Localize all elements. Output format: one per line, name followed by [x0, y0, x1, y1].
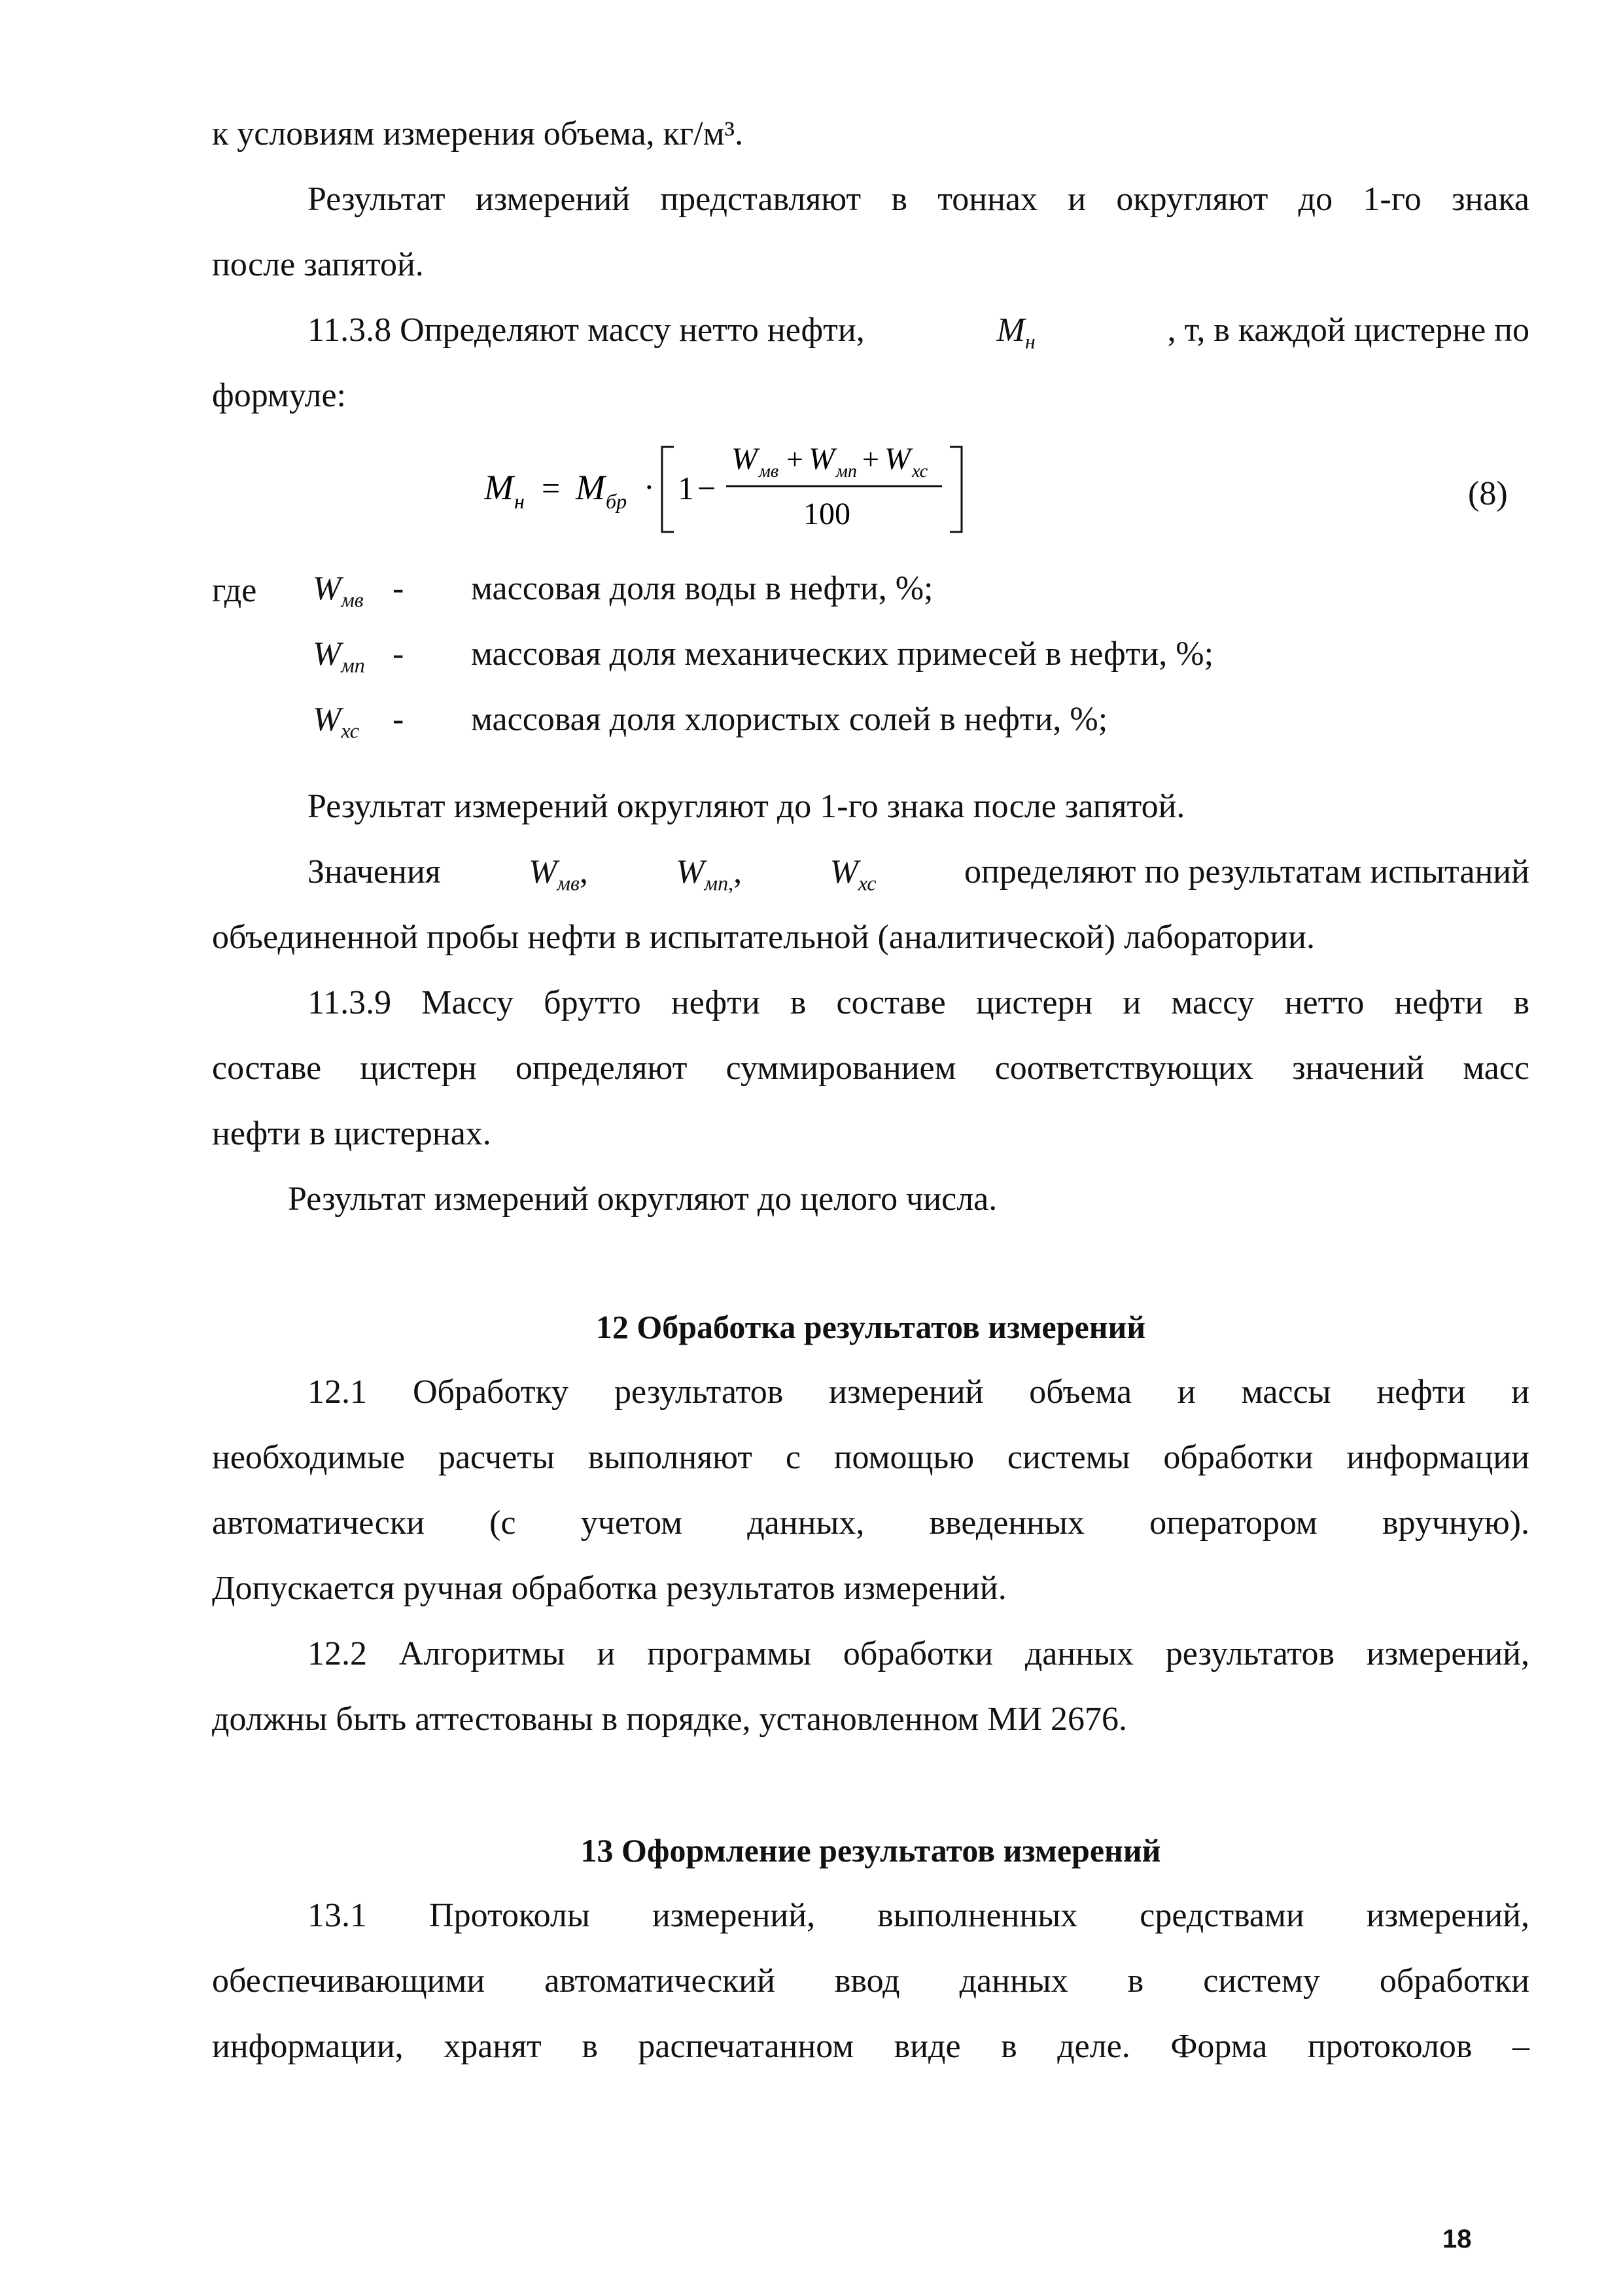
text-line: 12.1 Обработку результатов измерений объема и массы нефти и: [307, 1373, 1529, 1411]
symbol-wmv: $W_{мв}$: [313, 570, 364, 612]
text-fragment: определяют по результатам испытаний: [964, 853, 1529, 891]
definition-text: массовая доля воды в нефти, %;: [471, 570, 934, 607]
formula-sub-mp: мп: [836, 461, 857, 482]
formula-hundred: 100: [803, 497, 850, 531]
where-label: где: [212, 572, 257, 609]
text-fragment: , т, в каждой цистерне по: [1167, 311, 1529, 349]
section-heading-13: 13 Оформление результатов измерений: [580, 1832, 1161, 1869]
bracket-left: [662, 447, 674, 532]
text-line: составе цистерн определяют суммированием соответствующих значений масс: [212, 1050, 1529, 1087]
text-line: нефти в цистернах.: [212, 1115, 491, 1152]
definition-text: массовая доля хлористых солей в нефти, %;: [471, 701, 1108, 738]
text-line: должны быть аттестованы в порядке, установленном МИ 2676.: [212, 1701, 1128, 1738]
symbol-mn: $M_н$: [996, 311, 1036, 353]
formula-number: (8): [1468, 475, 1508, 512]
formula-dot: ·: [644, 468, 655, 505]
text-line: обеспечивающими автоматический ввод данных в систему обработки: [212, 1962, 1529, 2000]
text-line: [307, 851, 1529, 904]
formula-sub-hs: хс: [912, 461, 928, 482]
text-line: Результат измерений округляют до 1-го знака после запятой.: [307, 788, 1185, 825]
text-line: после запятой.: [212, 246, 424, 283]
text-line: Результат измерений представляют в тоннах и округляют до 1-го знака: [307, 181, 1529, 218]
text-line: Результат измерений округляют до целого числа.: [288, 1180, 998, 1218]
formula-equals: =: [542, 470, 561, 506]
text-line: объединенной пробы нефти в испытательной (аналитической) лаборатории.: [212, 919, 1315, 956]
dash: -: [393, 635, 404, 673]
text-line: 11.3.9 Массу брутто нефти в составе цистерн и массу нетто нефти в: [307, 984, 1529, 1021]
text-line: информации, хранят в распечатанном виде в деле. Форма протоколов –: [212, 2028, 1529, 2065]
formula-sub-n: н: [514, 489, 525, 513]
text-line: формулe:: [212, 377, 347, 414]
text-fragment: 11.3.8 Определяют массу нетто нефти,: [307, 311, 865, 349]
formula-w: W: [884, 442, 911, 476]
formula-plus: +: [862, 442, 879, 476]
page-number: 18: [1442, 2225, 1472, 2253]
formula-minus: −: [697, 470, 716, 506]
text-line: Допускается ручная обработка результатов измерений.: [212, 1570, 1007, 1607]
formula-one: 1: [678, 470, 694, 506]
text-line: к условиям измерения объема, кг/м³.: [212, 115, 744, 152]
symbol-whs: $W_{хс}$: [313, 701, 359, 743]
text-line: автоматически (с учетом данных, введенных оператором вручную).: [212, 1504, 1529, 1542]
text-line: 13.1 Протоколы измерений, выполненных средствами измерений,: [307, 1897, 1529, 1934]
symbol-wmv: $W_{мв}$,: [529, 853, 588, 895]
symbol-wmp: $W_{мп,}$,: [676, 853, 742, 895]
text-line: необходимые расчеты выполняют с помощью системы обработки информации: [212, 1439, 1529, 1476]
formula-8: [484, 429, 981, 540]
text-line: [307, 309, 1529, 362]
section-heading-12: 12 Обработка результатов измерений: [595, 1309, 1146, 1345]
symbol-whs: $W_{хс}$: [829, 853, 877, 895]
formula-w: W: [731, 442, 758, 476]
definition-text: массовая доля механических примесей в нефти, %;: [471, 635, 1214, 673]
text-line: 12.2 Алгоритмы и программы обработки данных результатов измерений,: [307, 1635, 1529, 1672]
formula-sub-br: бр: [606, 489, 627, 513]
bracket-right: [950, 447, 962, 532]
formula-m: M: [484, 468, 514, 507]
dash: -: [393, 701, 404, 738]
symbol-wmp: $W_{мп}$: [313, 635, 365, 677]
text-fragment: Значения: [307, 853, 441, 891]
formula-sub-mv: мв: [759, 461, 779, 482]
formula-m: M: [576, 468, 605, 507]
dash: -: [393, 570, 404, 607]
formula-plus: +: [786, 442, 803, 476]
formula-w: W: [809, 442, 835, 476]
